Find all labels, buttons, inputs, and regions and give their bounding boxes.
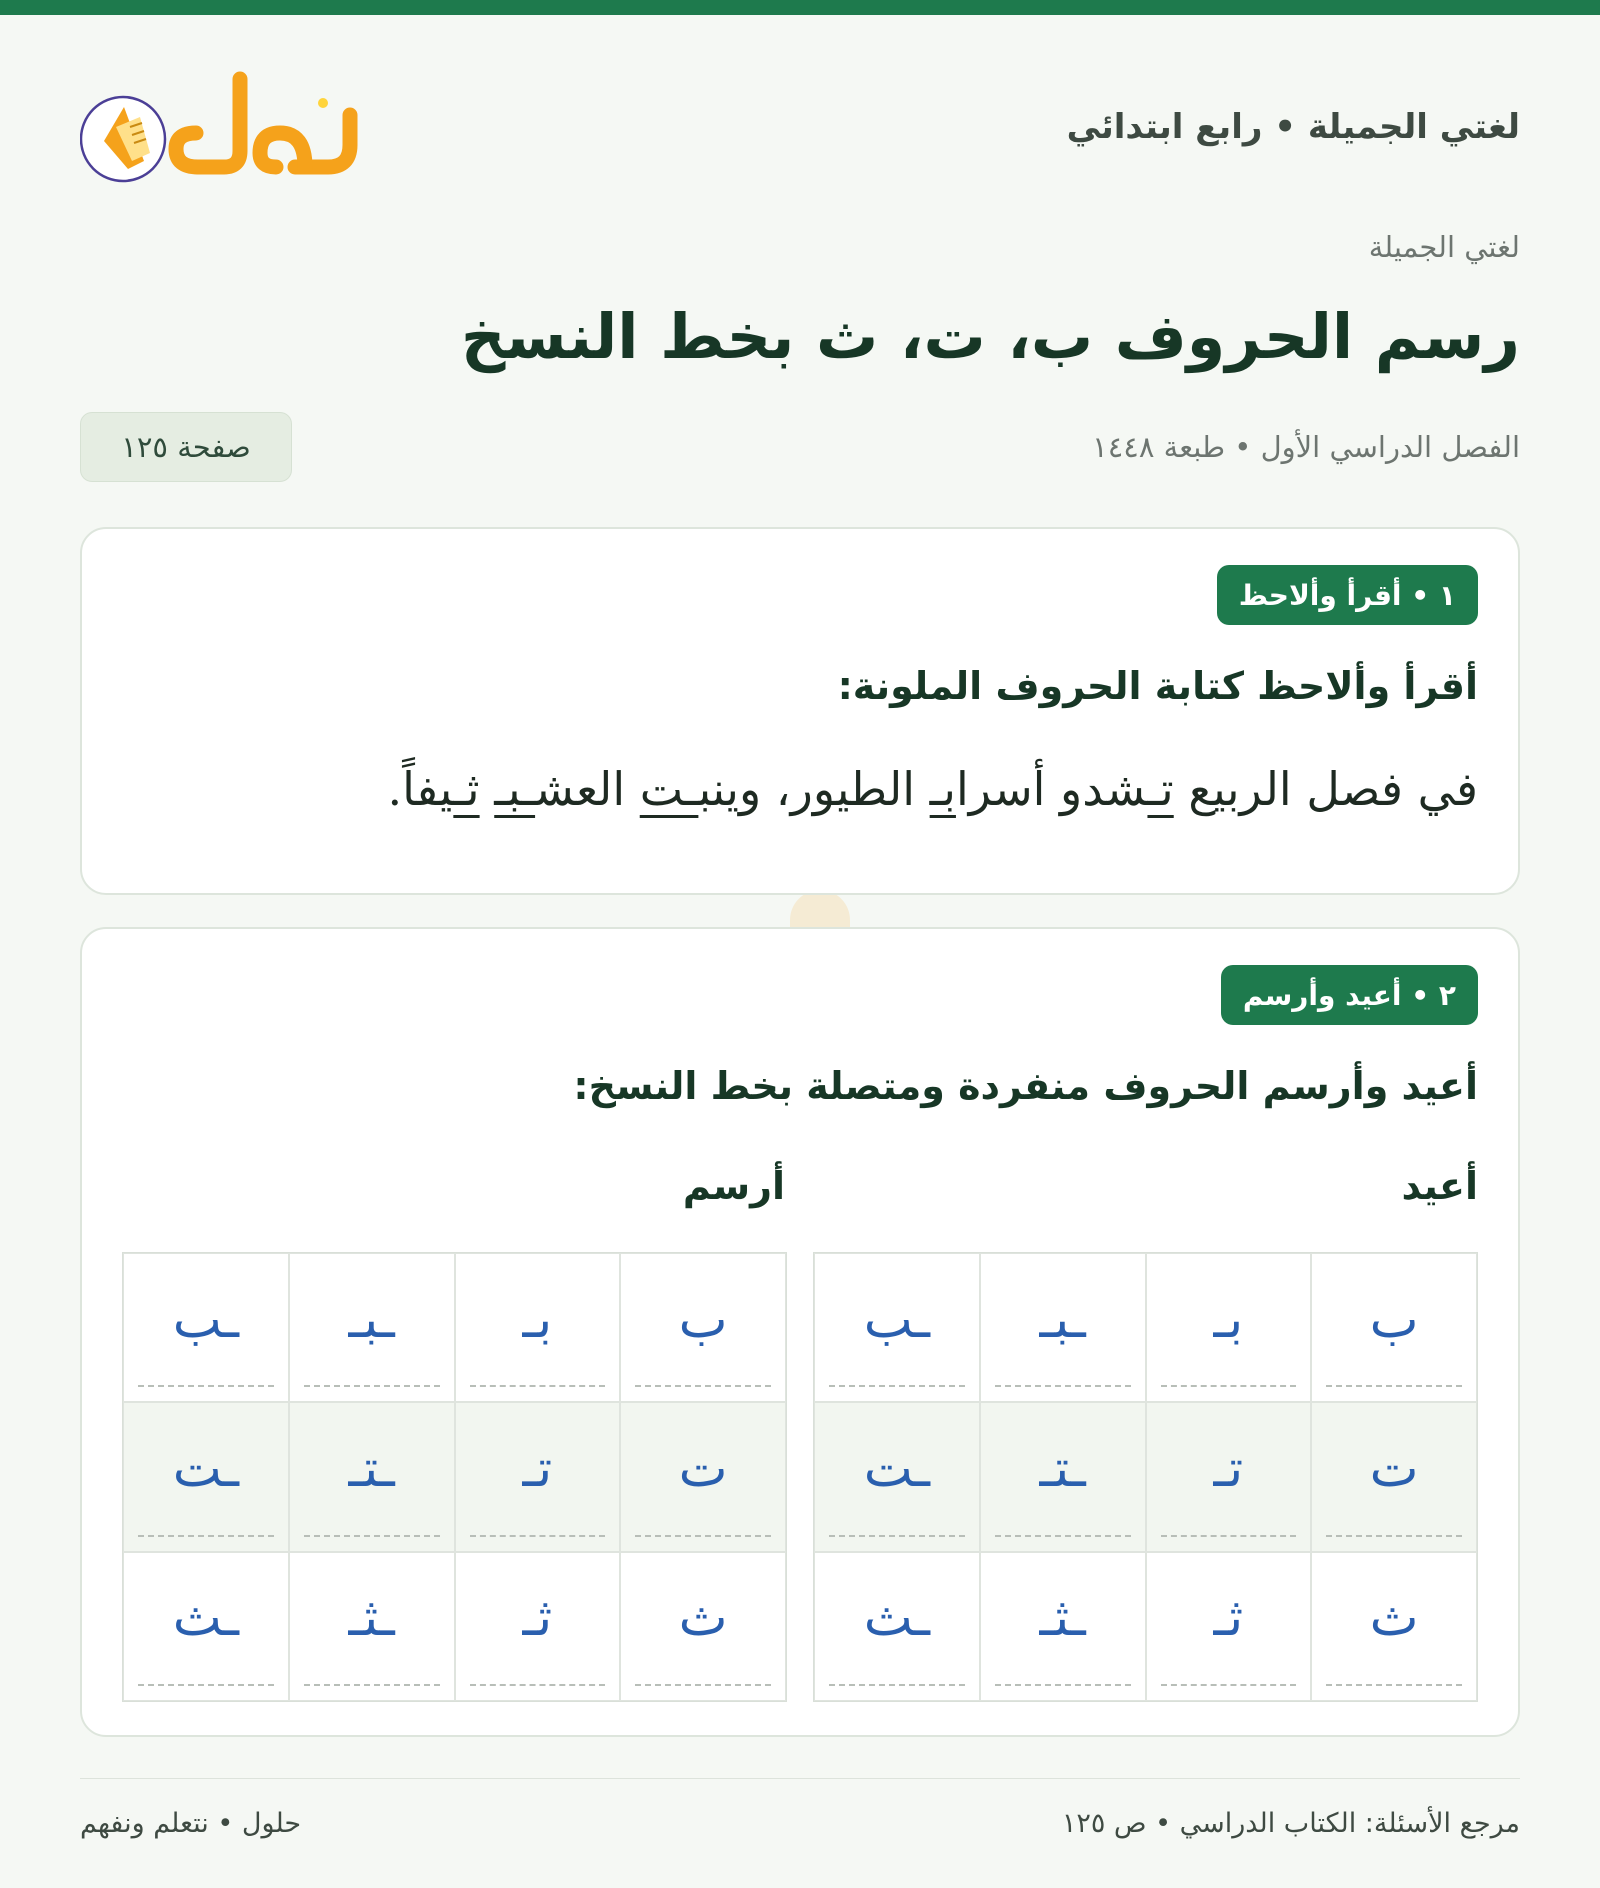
sentence-part: في فصل الربيع — [1173, 762, 1478, 816]
repeat-cell[interactable] — [814, 1253, 980, 1402]
repeat-grid — [813, 1252, 1478, 1702]
writing-guide-line — [1326, 1385, 1462, 1387]
draw-cell[interactable] — [620, 1253, 786, 1402]
example-sentence — [388, 762, 1478, 816]
writing-guide-line — [1161, 1684, 1297, 1686]
writing-guide-line — [1161, 1385, 1297, 1387]
question-text: أعيد وأرسم الحروف منفردة ومتصلة بخط النسخ: — [573, 1064, 1478, 1108]
letter-form: ـب — [172, 1289, 240, 1350]
highlighted-letter: ـت — [639, 762, 699, 816]
draw-label: أرسم — [682, 1164, 785, 1208]
draw-cell[interactable] — [123, 1552, 289, 1701]
writing-guide-line — [304, 1535, 440, 1537]
writing-guide-line — [829, 1684, 965, 1686]
header-title: لغتي الجميلة • رابع ابتدائي — [1066, 107, 1520, 147]
letter-form: بـ — [522, 1289, 553, 1350]
letter-form: ث — [1369, 1588, 1419, 1649]
sentence-part: يفاً. — [387, 762, 454, 816]
letter-form: ب — [1369, 1289, 1419, 1350]
writing-guide-line — [138, 1385, 274, 1387]
hulul-logo[interactable] — [80, 65, 370, 185]
letter-form: ت — [678, 1438, 728, 1499]
repeat-cell[interactable] — [1311, 1402, 1477, 1551]
letter-form: ب — [678, 1289, 728, 1350]
section-repeat-draw — [80, 927, 1520, 1737]
writing-guide-line — [470, 1684, 606, 1686]
writing-guide-line — [304, 1684, 440, 1686]
section-badge: ١ • أقرأ وألاحظ — [1217, 565, 1478, 625]
letter-form: ث — [678, 1588, 728, 1649]
letter-form: بـ — [1213, 1289, 1244, 1350]
writing-guide-line — [138, 1535, 274, 1537]
repeat-cell[interactable] — [1146, 1253, 1312, 1402]
breadcrumb[interactable]: لغتي الجميلة — [1368, 230, 1520, 264]
repeat-cell[interactable] — [814, 1552, 980, 1701]
draw-cell[interactable] — [289, 1402, 455, 1551]
highlighted-letter: بـ — [929, 762, 956, 816]
top-accent-bar — [0, 0, 1600, 15]
writing-guide-line — [829, 1535, 965, 1537]
semester-edition: الفصل الدراسي الأول • طبعة ١٤٤٨ — [1092, 430, 1520, 464]
draw-cell[interactable] — [455, 1552, 621, 1701]
page-title: رسم الحروف ب، ت، ث بخط النسخ — [460, 300, 1520, 373]
writing-guide-line — [995, 1684, 1131, 1686]
letter-form: ـبـ — [1039, 1289, 1086, 1350]
writing-guide-line — [1326, 1535, 1462, 1537]
letter-form: ـبـ — [348, 1289, 395, 1350]
letter-form: ـثـ — [1039, 1588, 1086, 1649]
letter-form: ـتـ — [348, 1438, 395, 1499]
draw-cell[interactable] — [123, 1402, 289, 1551]
logo-graphic — [80, 65, 370, 185]
section-badge: ٢ • أعيد وأرسم — [1221, 965, 1478, 1025]
letter-form: ت — [1369, 1438, 1419, 1499]
letter-form: تـ — [1213, 1438, 1244, 1499]
writing-guide-line — [1161, 1535, 1297, 1537]
sentence-part: العش — [535, 762, 640, 816]
sentence-part: الطيور، وينب — [698, 762, 930, 816]
draw-cell[interactable] — [620, 1402, 786, 1551]
repeat-cell[interactable] — [980, 1552, 1146, 1701]
footer-divider — [80, 1778, 1520, 1779]
writing-guide-line — [829, 1385, 965, 1387]
sentence-part — [480, 762, 495, 816]
letter-form: ـث — [172, 1588, 240, 1649]
writing-guide-line — [470, 1385, 606, 1387]
header — [80, 55, 1520, 200]
draw-cell[interactable] — [620, 1552, 786, 1701]
letter-form: ـتـ — [1039, 1438, 1086, 1499]
repeat-cell[interactable] — [980, 1402, 1146, 1551]
draw-cell[interactable] — [289, 1552, 455, 1701]
repeat-cell[interactable] — [1146, 1402, 1312, 1551]
draw-cell[interactable] — [123, 1253, 289, 1402]
question-text: أقرأ وألاحظ كتابة الحروف الملونة: — [837, 664, 1478, 708]
page-number-badge: صفحة ١٢٥ — [80, 412, 292, 482]
highlighted-letter: تـ — [1147, 762, 1174, 816]
highlighted-letter: ثـ — [453, 762, 480, 816]
letter-form: ـث — [863, 1588, 931, 1649]
writing-guide-line — [995, 1385, 1131, 1387]
repeat-cell[interactable] — [1311, 1253, 1477, 1402]
sentence-part: شدو أسرا — [955, 762, 1148, 816]
letter-form: ـت — [172, 1438, 240, 1499]
draw-cell[interactable] — [455, 1402, 621, 1551]
letter-form: ـت — [863, 1438, 931, 1499]
footer-reference: مرجع الأسئلة: الكتاب الدراسي • ص ١٢٥ — [1061, 1808, 1520, 1839]
writing-guide-line — [995, 1535, 1131, 1537]
draw-cell[interactable] — [455, 1253, 621, 1402]
writing-guide-line — [1326, 1684, 1462, 1686]
letter-form: ـب — [863, 1289, 931, 1350]
writing-guide-line — [635, 1385, 771, 1387]
writing-guide-line — [138, 1684, 274, 1686]
repeat-cell[interactable] — [1146, 1552, 1312, 1701]
footer-brand[interactable]: حلول • نتعلم ونفهم — [80, 1808, 302, 1839]
draw-grid — [122, 1252, 787, 1702]
repeat-label: أعيد — [1401, 1164, 1478, 1208]
letter-form: ثـ — [1213, 1588, 1244, 1649]
repeat-cell[interactable] — [980, 1253, 1146, 1402]
writing-guide-line — [304, 1385, 440, 1387]
writing-guide-line — [635, 1535, 771, 1537]
letter-form: ـثـ — [348, 1588, 395, 1649]
repeat-cell[interactable] — [1311, 1552, 1477, 1701]
letter-form: ثـ — [522, 1588, 553, 1649]
letter-form: تـ — [522, 1438, 553, 1499]
writing-guide-line — [635, 1684, 771, 1686]
writing-guide-line — [470, 1535, 606, 1537]
draw-cell[interactable] — [289, 1253, 455, 1402]
section-read-observe — [80, 527, 1520, 895]
repeat-cell[interactable] — [814, 1402, 980, 1551]
highlighted-letter: ـبـ — [494, 762, 536, 816]
